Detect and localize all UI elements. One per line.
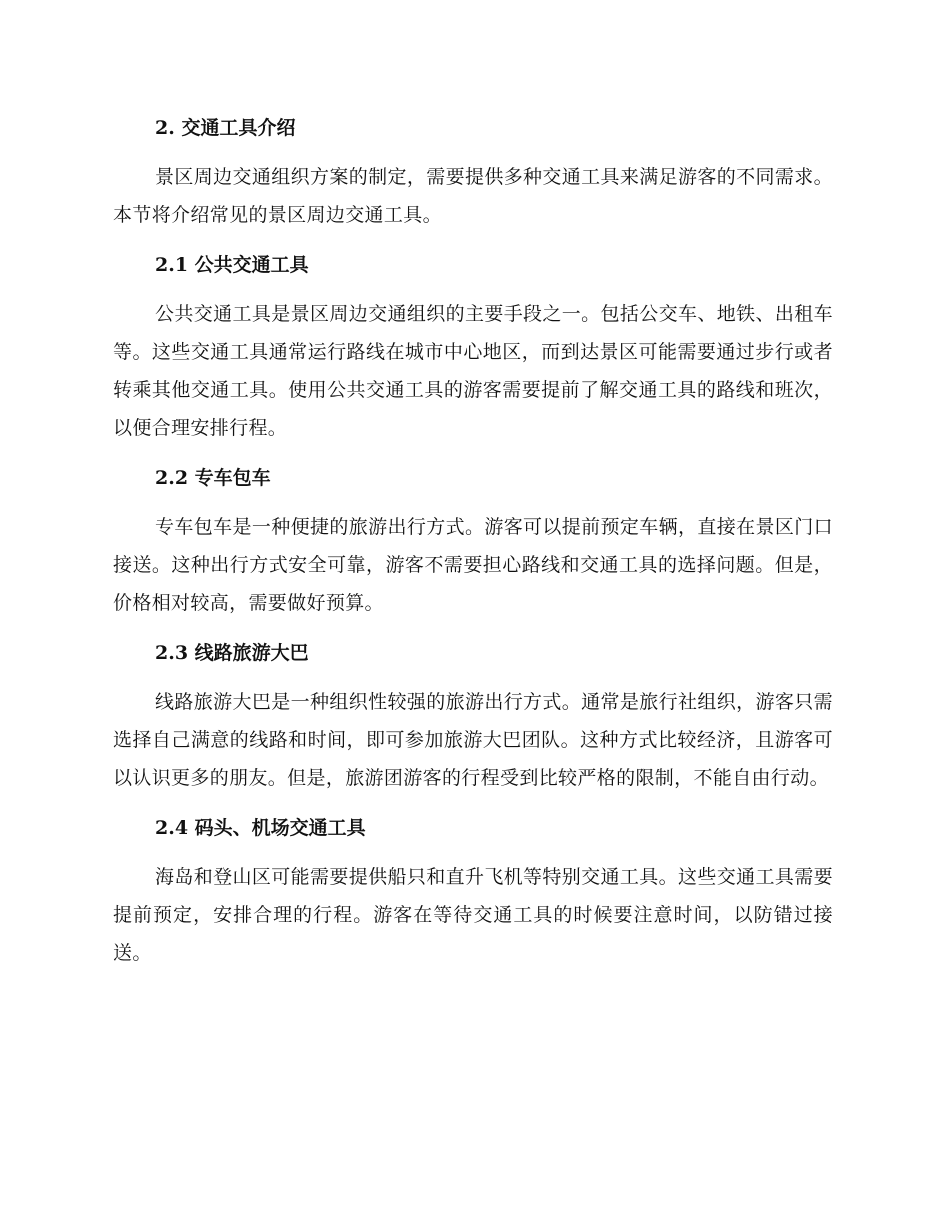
section-heading: 2.4 码头、机场交通工具 (155, 816, 366, 839)
section-2 (113, 108, 833, 235)
section-2-3 (113, 633, 833, 798)
section-2-4 (113, 808, 833, 973)
section-heading: 2.3 线路旅游大巴 (155, 641, 309, 664)
section-heading: 2.1 公共交通工具 (155, 253, 309, 276)
section-heading: 2. 交通工具介绍 (155, 117, 296, 139)
section-paragraph: 公共交通工具是景区周边交通组织的主要手段之一。包括公交车、地铁、出租车等。这些交通工具通常运行路线在城市中心地区，而到达景区可能需要通过步行或者转乘其他交通工具。使用公共交通工具的游客需要提前了解交通工具的路线和班次，以便合理安排行程。 (113, 302, 833, 440)
document-page (113, 108, 833, 982)
section-2-2 (113, 458, 833, 623)
section-heading: 2.2 专车包车 (155, 466, 271, 489)
section-paragraph: 专车包车是一种便捷的旅游出行方式。游客可以提前预定车辆，直接在景区门口接送。这种出行方式安全可靠，游客不需要担心路线和交通工具的选择问题。但是，价格相对较高，需要做好预算。 (113, 515, 833, 615)
section-paragraph: 线路旅游大巴是一种组织性较强的旅游出行方式。通常是旅行社组织，游客只需选择自己满意的线路和时间，即可参加旅游大巴团队。这种方式比较经济，且游客可以认识更多的朋友。但是，旅游团游客的行程受到比较严格的限制，不能自由行动。 (113, 690, 833, 790)
section-paragraph: 海岛和登山区可能需要提供船只和直升飞机等特别交通工具。这些交通工具需要提前预定，安排合理的行程。游客在等待交通工具的时候要注意时间，以防错过接送。 (113, 865, 833, 965)
section-2-1 (113, 245, 833, 448)
section-paragraph: 景区周边交通组织方案的制定，需要提供多种交通工具来满足游客的不同需求。本节将介绍常见的景区周边交通工具。 (113, 166, 833, 227)
